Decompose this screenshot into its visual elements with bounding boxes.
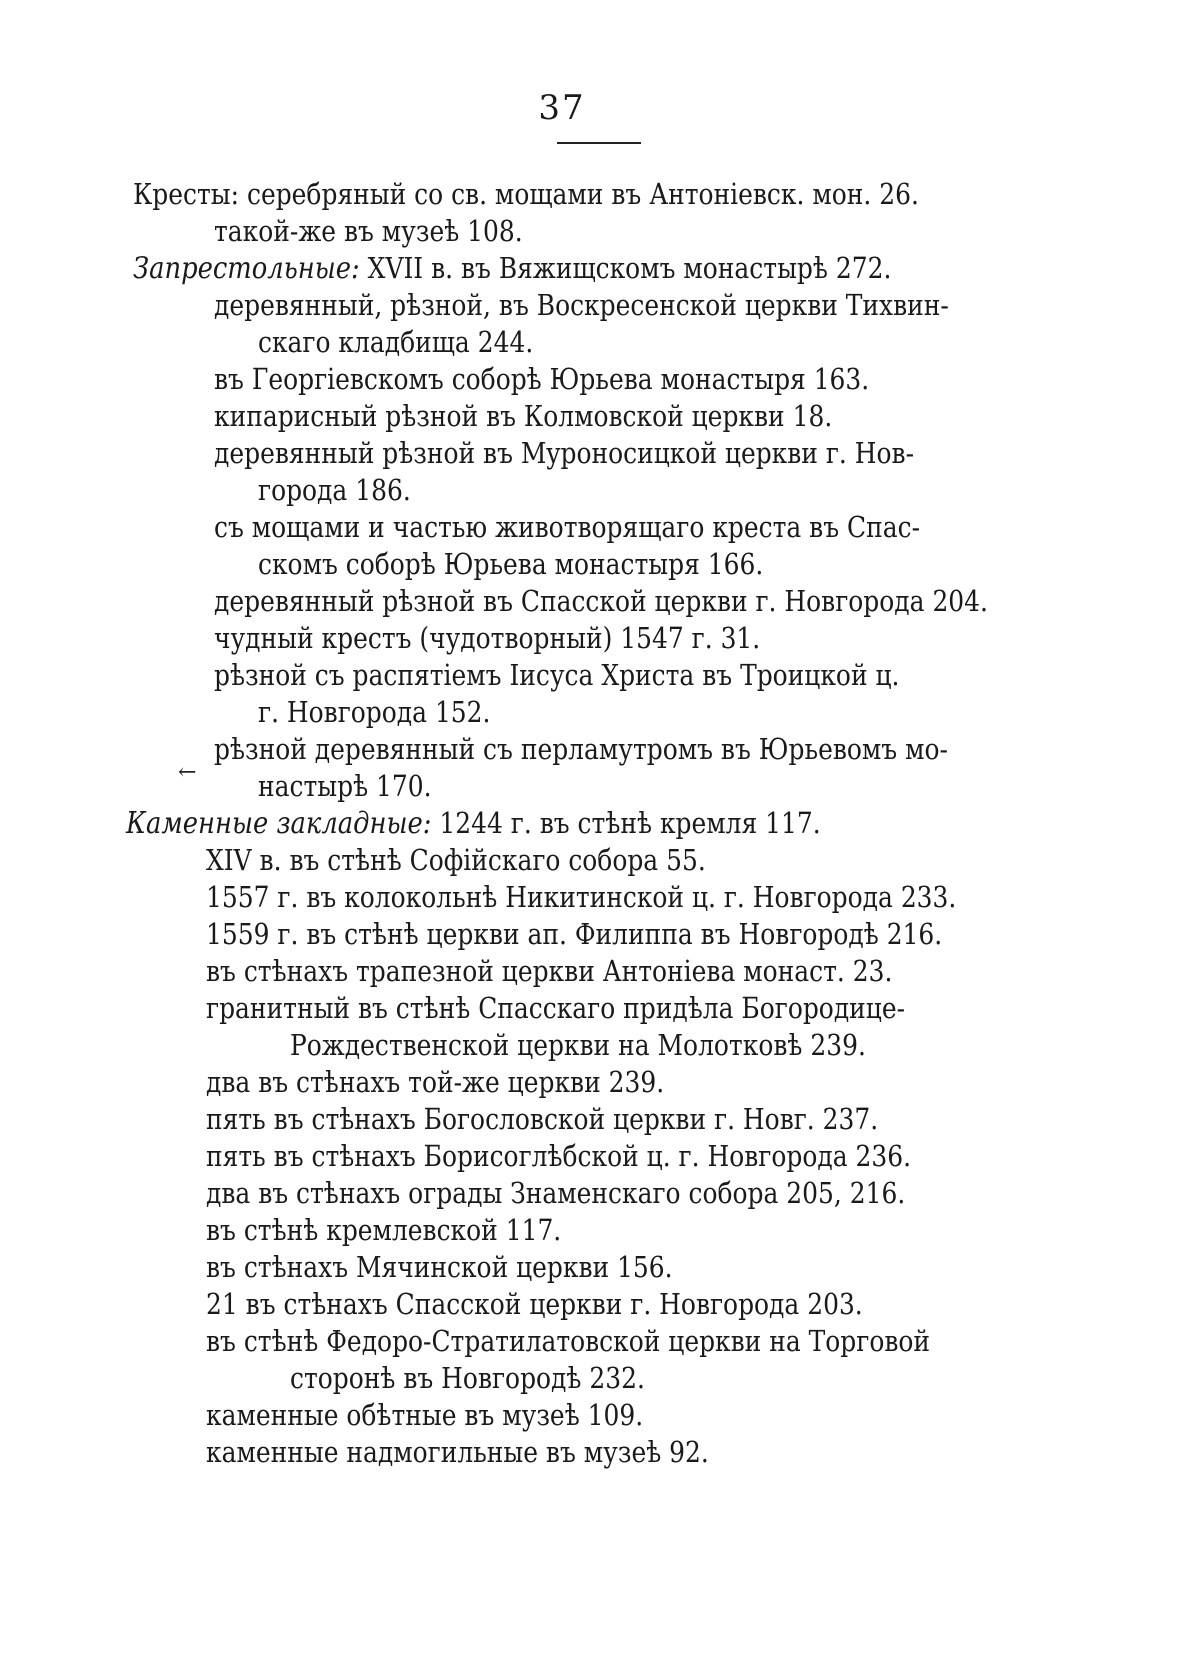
entry-line: г. Новгорода 152. [258,695,491,729]
section-heading: Каменные закладные: [126,806,432,841]
entry-line: скаго кладбища 244. [258,325,534,359]
entry-line: кипарисный рѣзной въ Колмовской церкви 18. [214,399,833,433]
entry-line: Рождественской церкви на Молотковѣ 239. [290,1028,866,1062]
entry-line: въ стѣнѣ кремлевской 117. [206,1213,562,1247]
entry-line: Кресты: серебряный со св. мощами въ Антоніевск. мон. 26. [133,177,919,211]
entry-heading-line [126,805,821,842]
entry-line: два въ стѣнахъ ограды Знаменскаго собора 205, 216. [206,1176,906,1210]
entry-line: гранитный въ стѣнѣ Спасскаго придѣла Богородице- [206,991,906,1025]
margin-mark: ← [178,760,197,785]
entry-line: города 186. [258,473,411,507]
entry-text: 1244 г. въ стѣнѣ кремля 117. [431,806,821,840]
entry-line: 21 въ стѣнахъ Спасской церкви г. Новгорода 203. [206,1287,863,1321]
entry-line: два въ стѣнахъ той-же церкви 239. [206,1065,665,1099]
entry-line: каменные надмогильные въ музеѣ 92. [206,1435,709,1469]
entry-heading-line [133,250,891,287]
entry-line: въ стѣнѣ Федоро-Стратилатовской церкви на Торговой [206,1324,931,1358]
entry-line: въ Георгіевскомъ соборѣ Юрьева монастыря 163. [214,362,870,396]
entry-line: пять въ стѣнахъ Богословской церкви г. Новг. 237. [206,1102,879,1136]
entry-line: рѣзной деревянный съ перламутромъ въ Юрьевомъ мо- [214,732,948,766]
section-heading: Запрестольные: [133,251,360,286]
entry-line: деревянный рѣзной въ Спасской церкви г. Новгорода 204. [214,584,988,618]
page-number: 37 [538,88,586,128]
entry-line: въ стѣнахъ Мячинской церкви 156. [206,1250,673,1284]
entry-text: XVII в. въ Вяжищскомъ монастырѣ 272. [359,251,892,285]
entry-line: настырѣ 170. [258,769,432,803]
entry-line: каменные обѣтные въ музеѣ 109. [206,1398,644,1432]
entry-line: деревянный рѣзной въ Мyроносицкой церкви г. Нов- [214,436,915,470]
entry-line: чудный крестъ (чудотворный) 1547 г. 31. [214,621,761,655]
entry-line: 1557 г. въ колокольнѣ Никитинской ц. г. Новгорода 233. [206,880,957,914]
entry-line: въ стѣнахъ трапезной церкви Антоніева монаст. 23. [206,954,893,988]
entry-line: рѣзной съ распятіемъ Іисуса Христа въ Троицкой ц. [214,658,900,692]
entry-line: 1559 г. въ стѣнѣ церкви ап. Филиппа въ Новгородѣ 216. [206,917,943,951]
entry-line: пять въ стѣнахъ Борисоглѣбской ц. г. Новгорода 236. [206,1139,912,1173]
page-number-rule [557,142,641,144]
entry-line: съ мощами и частью животворящаго креста въ Спас- [214,510,920,544]
entry-line: деревянный, рѣзной, въ Воскресенской церкви Тихвин- [214,288,949,322]
entry-line: скомъ соборѣ Юрьева монастыря 166. [258,547,764,581]
entry-line: такой-же въ музеѣ 108. [214,214,523,248]
entry-line: сторонѣ въ Новгородѣ 232. [290,1361,645,1395]
entry-line: XIV в. въ стѣнѣ Софійскаго собора 55. [206,843,706,877]
